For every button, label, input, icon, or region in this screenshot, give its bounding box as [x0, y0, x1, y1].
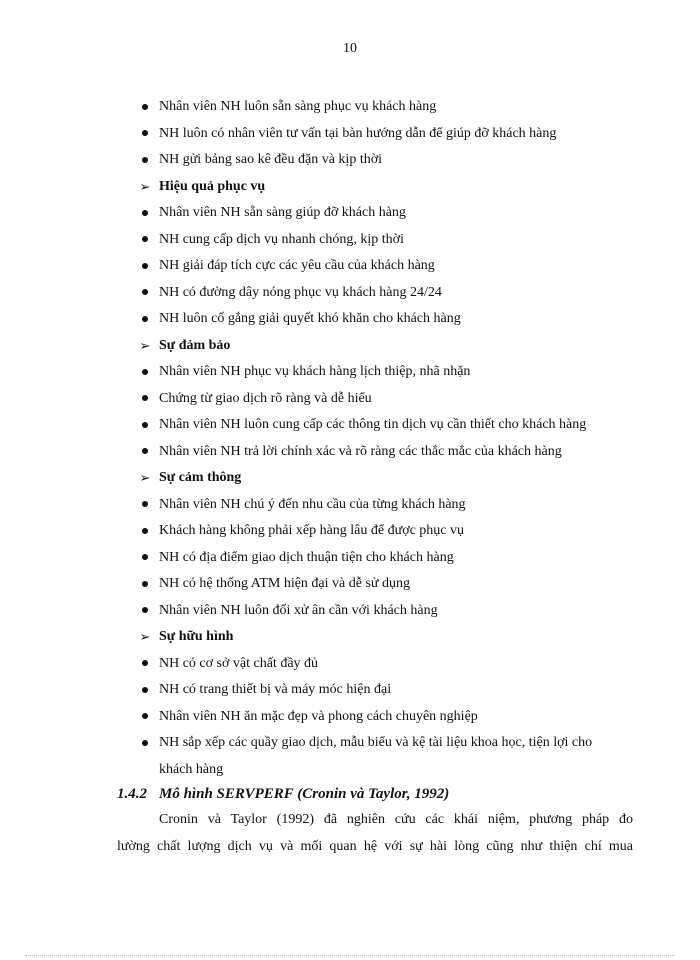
- item-text: khách hàng: [159, 761, 224, 777]
- item-text: Nhân viên NH luôn cung cấp các thông tin dịch vụ cần thiết cho khách hàng: [159, 417, 587, 432]
- item-text: NH luôn có nhân viên tư vấn tại bàn hướng dẫn để giúp đỡ khách hàng: [159, 125, 557, 141]
- item-text: NH có đường dây nóng phục vụ khách hàng 24/24: [159, 284, 442, 300]
- list-item: [0, 359, 700, 386]
- list-item: [0, 518, 700, 545]
- list-item: [0, 200, 700, 227]
- list-item: [0, 439, 700, 466]
- bullet-icon: [138, 147, 152, 174]
- page-number: 10: [343, 41, 357, 56]
- arrow-bullet-icon: ➢: [139, 178, 151, 194]
- item-text: Nhân viên NH trả lời chính xác và rõ ràng các thắc mắc của khách hàng: [159, 443, 562, 459]
- item-text: NH cung cấp dịch vụ nhanh chóng, kịp thời: [159, 231, 404, 247]
- bullet-icon: [138, 492, 152, 519]
- bullet-icon: [138, 651, 152, 678]
- subsection-heading: [0, 333, 700, 360]
- item-text: NH có hệ thống ATM hiện đại và dễ sử dụng: [159, 576, 410, 591]
- bullet-icon: [138, 518, 152, 545]
- bullet-list: [0, 94, 700, 783]
- arrow-bullet-icon: ➢: [139, 470, 151, 485]
- bullet-icon: [138, 280, 152, 307]
- bullet-icon: [138, 439, 152, 466]
- list-item: [0, 412, 700, 439]
- bullet-icon: [138, 253, 152, 280]
- list-item: [0, 253, 700, 280]
- item-text: Nhân viên NH phục vụ khách hàng lịch thiệp, nhã nhặn: [159, 364, 471, 379]
- item-text: Nhân viên NH ăn mặc đẹp và phong cách chuyên nghiệp: [159, 708, 478, 724]
- arrow-bullet-icon: ➢: [139, 337, 151, 353]
- section-number: 1.4.2: [117, 786, 147, 802]
- subsection-heading: [0, 624, 700, 651]
- bullet-icon: [138, 359, 152, 386]
- bullet-icon: [138, 121, 152, 148]
- list-item: [0, 280, 700, 307]
- subsection-heading: [0, 174, 700, 201]
- list-item: [0, 730, 700, 757]
- item-text: NH có địa điểm giao dịch thuận tiện cho khách hàng: [159, 549, 454, 565]
- list-item: [0, 386, 700, 413]
- item-text: NH giải đáp tích cực các yêu cầu của khách hàng: [159, 258, 435, 273]
- item-text: NH có trang thiết bị và máy móc hiện đại: [159, 682, 392, 697]
- item-text: Nhân viên NH sẵn sàng giúp đỡ khách hàng: [159, 205, 406, 220]
- bullet-icon: [138, 386, 152, 413]
- item-text: NH sắp xếp các quầy giao dịch, mẫu biểu và kệ tài liệu khoa học, tiện lợi cho: [159, 735, 593, 750]
- item-text: Nhân viên NH chú ý đến nhu cầu của từng khách hàng: [159, 496, 466, 512]
- list-item: [0, 121, 700, 148]
- item-text: NH gửi bảng sao kê đều đặn và kịp thời: [159, 152, 383, 167]
- item-text: Sự hữu hình: [159, 629, 234, 644]
- item-text: Sự cảm thông: [159, 470, 242, 485]
- paragraph-line-text: lường chất lượng dịch vụ và mối quan hệ với sự hài lòng cũng như thiện chí mua: [117, 839, 633, 854]
- section-title-text: Mô hình SERVPERF (Cronin và Taylor, 1992): [159, 786, 450, 802]
- list-item: [0, 94, 700, 121]
- paragraph-line-1: [117, 812, 633, 828]
- list-item: [0, 492, 700, 519]
- item-text: Chứng từ giao dịch rõ ràng và dễ hiểu: [159, 390, 372, 406]
- bullet-icon: [138, 704, 152, 731]
- list-item: [0, 757, 700, 784]
- bullet-icon: [138, 94, 152, 121]
- item-text: Sự đảm bảo: [159, 337, 231, 353]
- page-bottom-divider: [25, 955, 675, 956]
- bullet-icon: [138, 227, 152, 254]
- subsection-heading: [0, 465, 700, 492]
- list-item: [0, 227, 700, 254]
- bullet-icon: [138, 730, 152, 757]
- list-item: [0, 571, 700, 598]
- section-heading: [117, 786, 449, 803]
- arrow-bullet-icon: ➢: [139, 629, 151, 644]
- paragraph-line-text: Cronin và Taylor (1992) đã nghiên cứu các khái niệm, phương pháp đo: [159, 812, 633, 827]
- list-item: [0, 147, 700, 174]
- item-text: NH luôn cố gắng giải quyết khó khăn cho khách hàng: [159, 311, 461, 326]
- bullet-icon: [138, 306, 152, 333]
- bullet-icon: [138, 200, 152, 227]
- bullet-icon: [138, 677, 152, 704]
- item-text: Nhân viên NH luôn sẵn sàng phục vụ khách hàng: [159, 99, 437, 114]
- bullet-icon: [138, 545, 152, 572]
- bullet-icon: [138, 571, 152, 598]
- item-text: Khách hàng không phải xếp hàng lâu để được phục vụ: [159, 523, 465, 538]
- item-text: Nhân viên NH luôn đối xử ân cần với khách hàng: [159, 602, 438, 618]
- list-item: [0, 598, 700, 625]
- list-item: [0, 704, 700, 731]
- list-item: [0, 545, 700, 572]
- item-text: Hiệu quả phục vụ: [159, 178, 266, 194]
- bullet-icon: [138, 598, 152, 625]
- list-item: [0, 677, 700, 704]
- list-item: [0, 651, 700, 678]
- list-item: [0, 306, 700, 333]
- item-text: NH có cơ sở vật chất đầy đủ: [159, 655, 319, 671]
- bullet-icon: [138, 412, 152, 439]
- paragraph-line-2: [117, 839, 633, 855]
